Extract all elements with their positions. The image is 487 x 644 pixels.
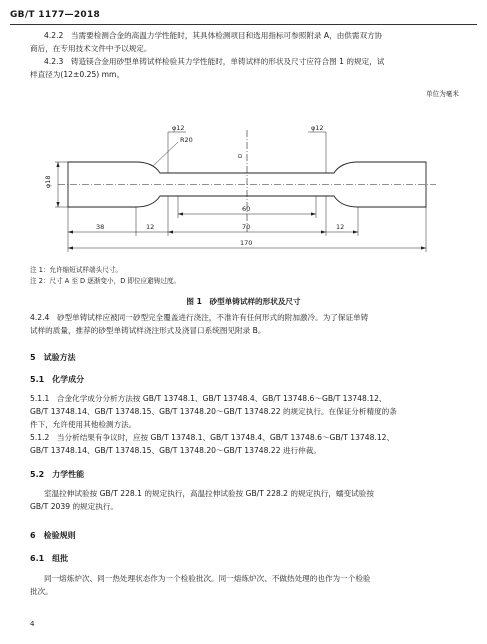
figure-note-2: 注 2：尺寸 A 至 D 逐渐变小，D 即位应避铸过度。 xyxy=(30,277,181,285)
header-rule xyxy=(10,24,477,25)
para-5-1-2-line1: 5.1.2 当分析结果有争议时，应按 GB/T 13748.1、GB/T 13748.4、GB/T 13748.6～GB/T 13748.12、 xyxy=(30,433,395,442)
page-number: 4 xyxy=(30,620,35,628)
dim-r20: R20 xyxy=(180,136,193,144)
dim-12-right: 12 xyxy=(336,223,345,231)
figure-caption: 图 1 砂型单铸试样的形状及尺寸 xyxy=(186,297,301,306)
dim-note-d: D xyxy=(238,153,244,158)
para-4-2-4-line1: 4.2.4 砂型单铸试样应被同一砂型完全覆盖进行浇注，不准许有任何形式的附加激冷。为了保证单铸 xyxy=(30,313,369,322)
specimen-drawing xyxy=(28,110,468,260)
standard-number: GB/T 1177—2018 xyxy=(10,10,101,20)
para-5-2-line1: 室温拉伸试验按 GB/T 228.1 的规定执行，高温拉伸试验按 GB/T 228.2 的规定执行，蠕变试验按 xyxy=(44,489,374,498)
para-5-1-2-line2: GB/T 13748.14、GB/T 13748.15、GB/T 13748.20～GB/T 13748.22 进行仲裁。 xyxy=(30,446,321,455)
dim-12-left: 12 xyxy=(146,223,155,231)
dim-38: 38 xyxy=(96,223,105,231)
para-4-2-3-line1: 4.2.3 铸造镁合金用砂型单铸试样检验其力学性能时，单铸试样的形状及尺寸应符合图 1 的规定，试 xyxy=(44,57,385,66)
para-5-1-1-line3: 件下，允许使用其他检测方法。 xyxy=(30,420,137,429)
dim-phi12-right: φ12 xyxy=(311,124,324,132)
unit-note: 单位为毫米 xyxy=(426,90,459,98)
para-6-1-line1: 同一熔炼炉次、同一热处理状态作为一个检验批次。同一熔炼炉次、不做热处理的也作为一个检验 xyxy=(44,574,371,583)
dim-170: 170 xyxy=(240,239,253,247)
para-4-2-2-line1: 4.2.2 当需要检测合金的高温力学性能时，其具体检测项目和选用指标可参照附录 A，由供需双方协 xyxy=(44,31,383,40)
para-6-1-line2: 批次。 xyxy=(30,587,53,596)
para-4-2-3-line2: 样直径为(12±0.25) mm。 xyxy=(30,70,125,79)
section-5-title: 5 试验方法 xyxy=(30,353,76,362)
para-5-1-1-line1: 5.1.1 合金化学成分分析方法按 GB/T 13748.1、GB/T 13748.4、GB/T 13748.6～GB/T 13748.12、 xyxy=(30,394,387,403)
dim-60: 60 xyxy=(242,205,251,213)
dim-phi12-left: φ12 xyxy=(172,124,185,132)
para-5-1-1-line2: GB/T 13748.14、GB/T 13748.15、GB/T 13748.20～GB/T 13748.22 的规定执行。在保证分析精度的条 xyxy=(30,407,397,416)
para-5-2-line2: GB/T 2039 的规定执行。 xyxy=(30,502,119,511)
section-5-1-title: 5.1 化学成分 xyxy=(30,375,85,384)
para-4-2-4-line2: 试样的质量，推荐的砂型单铸试样浇注形式及浇冒口系统图见附录 B。 xyxy=(30,326,266,335)
section-5-2-title: 5.2 力学性能 xyxy=(30,470,85,479)
section-6-1-title: 6.1 组批 xyxy=(30,554,69,563)
dim-70: 70 xyxy=(242,223,251,231)
para-4-2-2-line2: 商后，在专用技术文件中予以规定。 xyxy=(30,44,152,53)
dim-phi18: φ18 xyxy=(44,175,52,188)
section-6-title: 6 检验规则 xyxy=(30,531,76,540)
figure-note-1: 注 1：允许缩短试样端头尺寸。 xyxy=(30,266,123,274)
